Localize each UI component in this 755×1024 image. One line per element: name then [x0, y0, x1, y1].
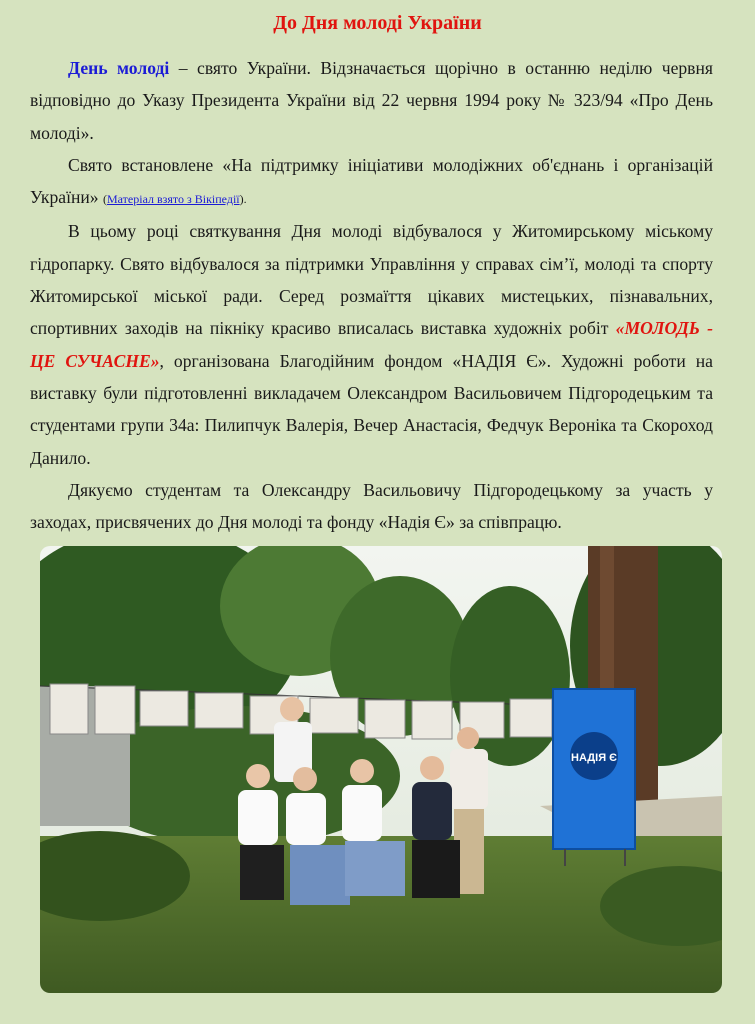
article-body — [30, 52, 713, 538]
photo-illustration — [40, 546, 722, 993]
highlighted-term: День молоді — [68, 58, 170, 78]
paragraph-3-text-after: , організована Благодійним фондом «НАДІЯ Є». Художні роботи на виставку були підготовленні викладачем Олександром Васильовичем Підгородецьким та студентами групи 34а: Пилипчук Валерія, Вечер Анастасія, Федчук Вероніка та Скороход Данило. — [30, 350, 713, 468]
event-photo — [40, 546, 722, 993]
paragraph-3-text-before: В цьому році святкування Дня молоді відбувалося у Житомирському міському гідропарку. Свято відбувалося за підтримки Управління у справах сім’ї, молоді та спорту Житомирської міської ради. Серед розмаїття цікавих мистецьких, пізнавальних, спортивних заходів на пікніку красиво вписалась виставка художніх робіт — [30, 221, 713, 339]
close-paren: ). — [239, 192, 247, 207]
paragraph-3 — [30, 215, 713, 473]
open-paren: ( — [102, 192, 107, 207]
paragraph-4-text: Дякуємо студентам та Олександру Васильовичу Підгородецькому за участь у заходах, присвячених до Дня молоді та фонду «Надія Є» за співпрацю. — [30, 479, 713, 533]
page-title: До Дня молоді України — [273, 12, 482, 34]
banner-logo-text: НАДІЯ Є — [571, 752, 617, 764]
wikipedia-source-link[interactable]: Матеріал взято з Вікіпедії — [106, 192, 240, 207]
exhibition-name: «МОЛОДЬ - ЦЕ СУЧАСНЕ» — [30, 318, 713, 371]
paragraph-1 — [30, 52, 713, 149]
paragraph-4 — [30, 474, 713, 539]
paragraph-1-text: – свято України. Відзначається щорічно в останню неділю червня відповідно до Указу Президента України від 22 червня 1994 року № 323/94 «Про День молоді». — [30, 58, 714, 143]
paragraph-2-text: Свято встановлене «На підтримку ініціативи молодіжних об'єднань і організацій України» — [30, 154, 713, 208]
paragraph-2 — [30, 149, 713, 216]
